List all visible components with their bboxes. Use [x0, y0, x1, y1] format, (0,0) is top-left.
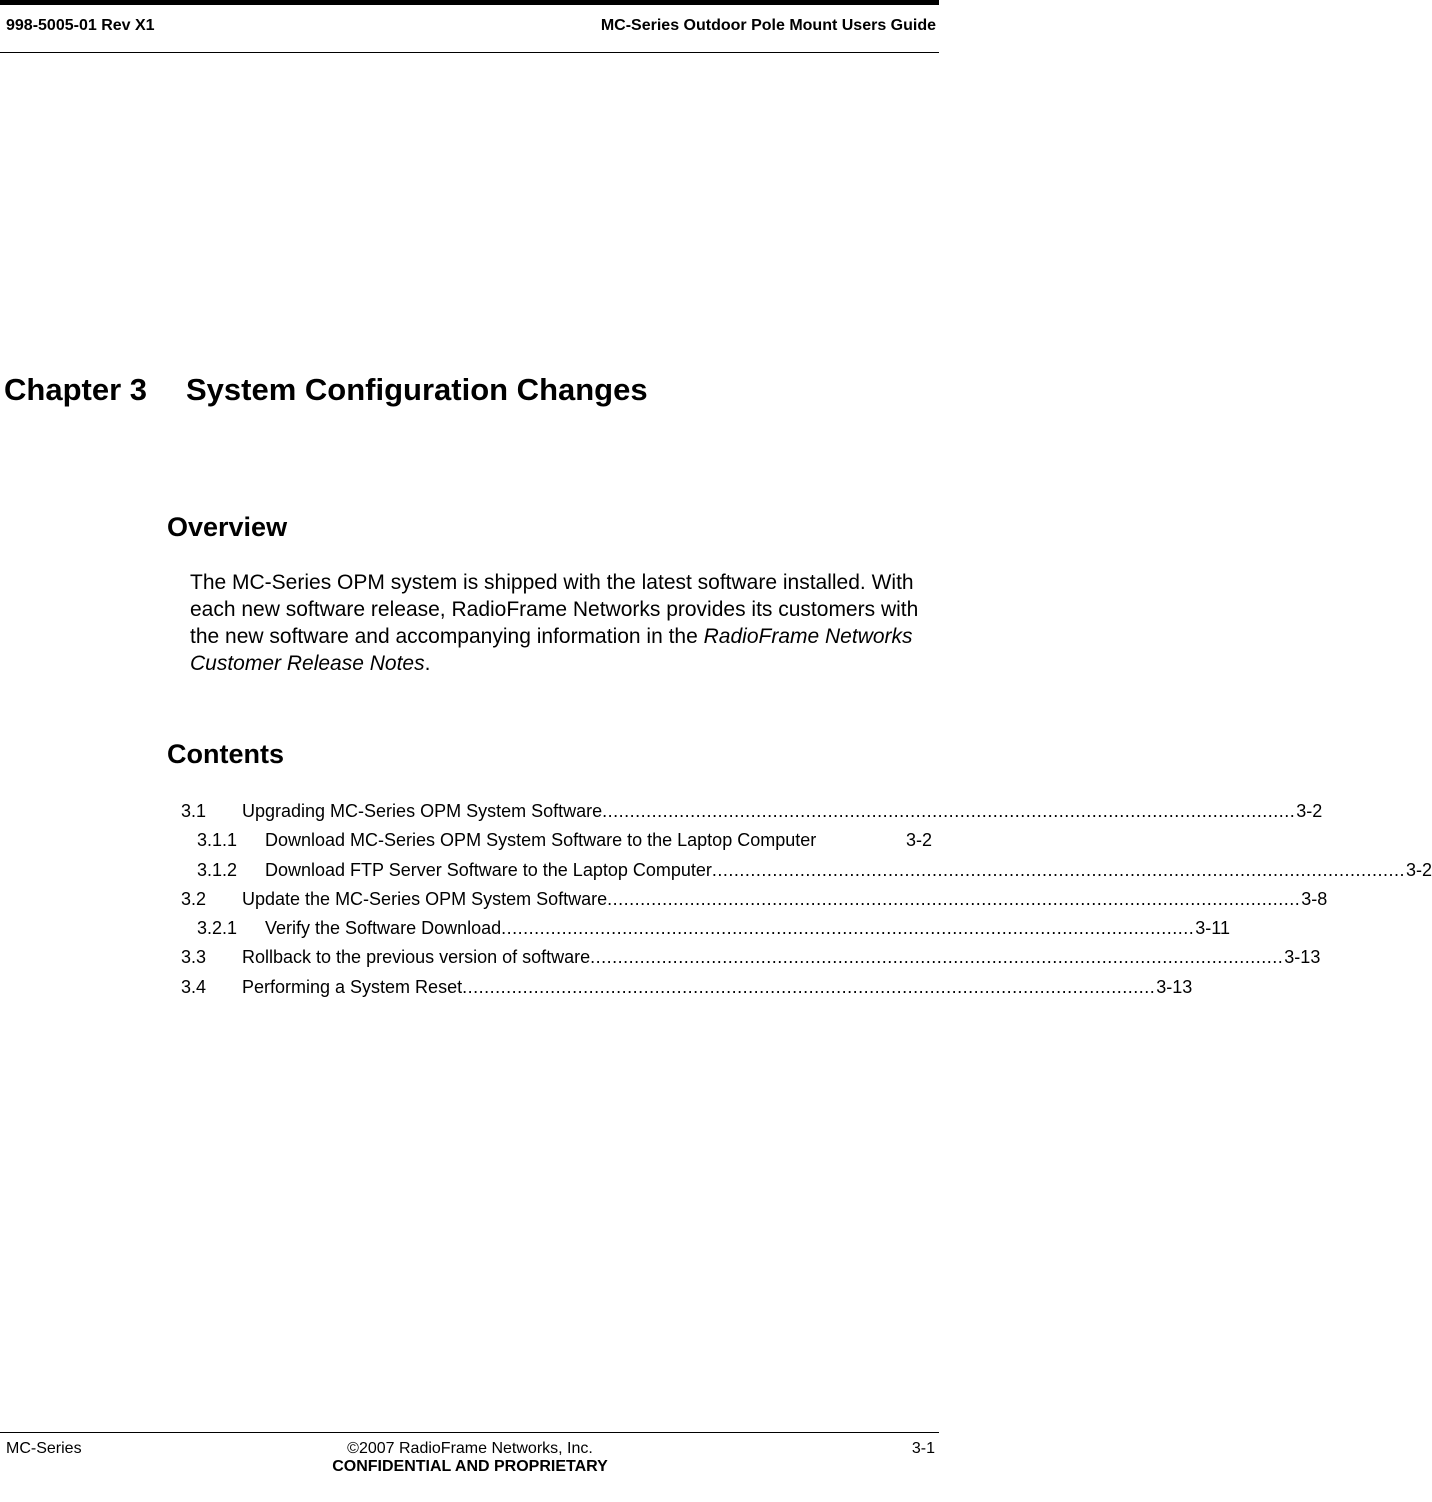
toc-entry[interactable] [181, 826, 932, 855]
overview-heading: Overview [167, 512, 288, 542]
header-top-bar [0, 0, 939, 5]
release-notes-title: RadioFrame Networks Customer Release Notes [190, 625, 913, 675]
footer-confidential: CONFIDENTIAL AND PROPRIETARY [332, 1458, 608, 1475]
toc-entry-title: Verify the Software Download [265, 918, 502, 939]
contents-heading: Contents [167, 739, 284, 769]
toc-entry-page: 3-13 [1156, 976, 1193, 997]
toc-entry-number: 3.1.1 [197, 830, 238, 851]
toc-entry-number: 3.1 [181, 801, 207, 821]
chapter-title: System Configuration Changes [185, 372, 648, 407]
toc-entry-title: Download FTP Server Software to the Laptop Computer [265, 859, 712, 880]
toc-entry-title: Update the MC-Series OPM System Software [242, 888, 608, 909]
toc-entry-page: 3-11 [1195, 918, 1230, 939]
chapter-heading [4, 372, 648, 408]
footer-copyright: ©2007 RadioFrame Networks, Inc. [347, 1440, 593, 1457]
doc-number: 998-5005-01 Rev X1 [6, 17, 155, 34]
toc-entry-page: 3-2 [1296, 801, 1323, 821]
toc-entry-title: Performing a System Reset [242, 976, 463, 997]
guide-title: MC-Series Outdoor Pole Mount Users Guide [600, 17, 936, 34]
header-rule [0, 52, 939, 53]
toc-entry-page: 3-2 [905, 830, 932, 851]
toc-entry-page: 3-8 [1301, 888, 1328, 909]
toc-entry-number: 3.2.1 [197, 918, 238, 939]
toc-entry-number: 3.2 [181, 888, 207, 909]
footer-page-number: 3-1 [911, 1440, 935, 1457]
overview-end: . [424, 652, 431, 675]
toc-entry[interactable]: 3.3 Rollback to the previous version of software .............................................................................................................................. 3-13 [181, 943, 932, 972]
table-of-contents [181, 797, 1432, 1002]
toc-entry-number: 3.4 [181, 976, 207, 997]
footer-rule [0, 1432, 939, 1433]
overview-text: The MC-Series OPM system is shipped with the latest software installed. With each new software release, RadioFrame Networks provides its customers with the new software and accompanying information in the [190, 571, 919, 648]
footer-center [300, 1440, 640, 1476]
overview-paragraph [190, 569, 935, 677]
toc-entry[interactable]: 3.1 Upgrading MC-Series OPM System Software .............................................................................................................................. 3-2 [181, 797, 932, 826]
toc-entry-number: 3.1.2 [197, 859, 238, 880]
toc-entry-title: Download MC-Series OPM System Software to the Laptop Computer [265, 830, 817, 851]
toc-entry[interactable]: 3.4 Performing a System Reset .............................................................................................................................. 3-13 [181, 973, 932, 1002]
toc-entry-title: Upgrading MC-Series OPM System Software [242, 801, 603, 821]
toc-entry-page: 3-2 [1406, 859, 1432, 880]
toc-entry-page: 3-13 [1284, 947, 1321, 968]
toc-entry-number: 3.3 [181, 947, 207, 968]
toc-entry[interactable]: 3.2 Update the MC-Series OPM System Software .............................................................................................................................. 3-8 [181, 885, 932, 914]
toc-entry[interactable]: 3.2.1 Verify the Software Download .............................................................................................................................. 3-11 [181, 914, 932, 943]
chapter-label: Chapter 3 [4, 372, 147, 407]
toc-entry-title: Rollback to the previous version of software [242, 947, 591, 968]
footer-product: MC-Series [6, 1440, 82, 1457]
toc-entry[interactable]: 3.1.2 Download FTP Server Software to the Laptop Computer .............................................................................................................................. 3-2 [181, 856, 932, 885]
